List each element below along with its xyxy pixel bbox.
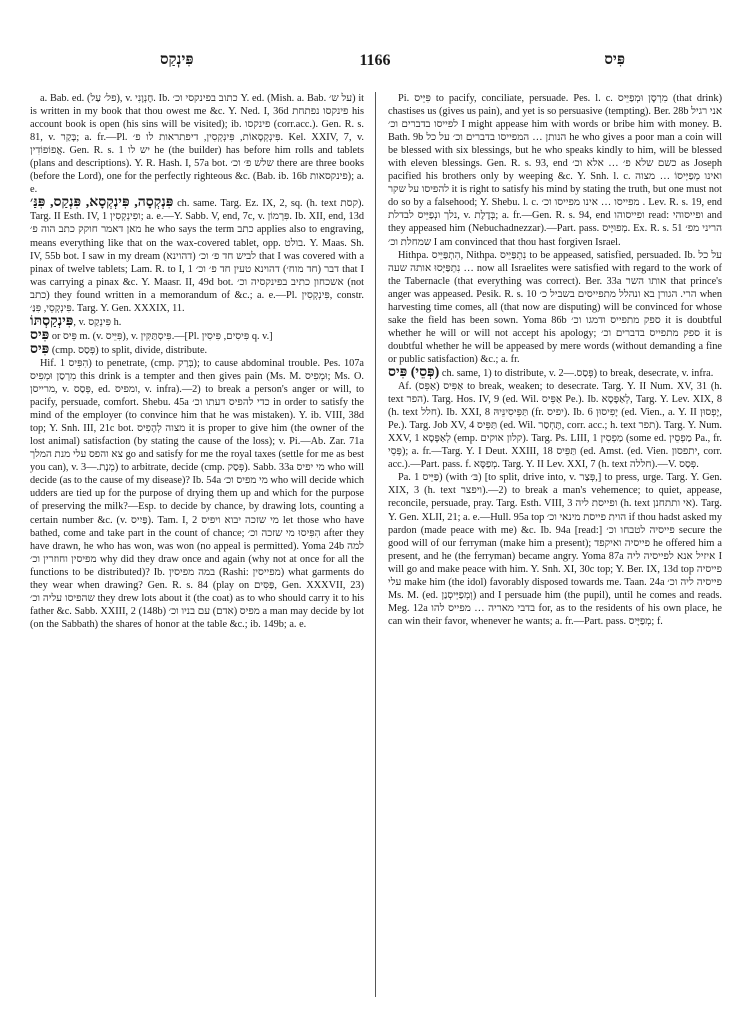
dictionary-entry bbox=[30, 329, 364, 343]
entry-text: , v. פִּינְקַס h. bbox=[73, 316, 122, 328]
headword: פִּיס bbox=[30, 341, 50, 357]
right-catchword: פִּיס bbox=[604, 52, 625, 68]
right-column bbox=[388, 92, 722, 628]
left-column bbox=[30, 92, 364, 631]
entry-paragraph: Pi. פִּיֵּיס to pacify, conciliate, persuade. Pes. l. c. מִרְסָן וּמְפַיֵּיס (that drink) chastises us (gives us pain), and yet is so persuasive (tempting). Ber. 28b אני רגיל לפייסו בדברים וכ׳ I might appease him with words or bribe him with money. B. Bath. 9b הנותן … המפייסו בדברים וכ׳ על כל he who gives a poor man a coin will be blessed with six blessings, but he who speaks kindly to him, will be blessed with eleven blessings. Gen. R. s. 93, end כשם שלא פ׳ … אלא וכ׳ as Joseph pacified his brothers only by weeping &c. Y. Snh. l. c. ואינו מְפַיְּיסוֹ … מצוה להפיסו על שקר it is right to satisfy his mind by stating the truth, but one must not do so by a falsehood; Y. Shebu. l. c. מפייסו … אינו מפייסו וכ׳ . Lev. R. s. 19, end נלך ונְפַיֵּיס לבדלת, v. בְּדֶלֶת; a. fr.—Gen. R. s. 94, end ופייסוהו read: ופייסוהי and they appeased him (Nebuchadnezzar).—Part. pass. מְפוּיָּיס. Ex. R. s. 51 הריני מפ׳ שמחלת וכ׳ I am convinced that thou hast forgiven Israel. bbox=[388, 93, 723, 248]
entry-text: (cmp. פְּסַס) to split, divide, distribute. bbox=[51, 344, 208, 356]
headword: פִּנְקְסָה, פִּינְקְסָא, פִּנְקַס, פִּנַּ׳ bbox=[30, 195, 174, 211]
entry-text: ch. same. Targ. Ez. IX, 2, sq. (h. text קסת). Targ. II Esth. IV, 1 ופִינְקְסִין; a. e.—Y. Sabb. V, end, 7c, v. פִּרְמוֹן. Ib. XII, end, 13d מאן דאמר חוקק כתב הוה פ׳ he who says the term כתב applies also to engraving, means everything like that on the wax-covered tablet, opp. בולט. Y. Maas. Sh. IV, 55b bot. I saw in my dream (דהוינא) לביש חד פ׳ וכ׳ that I was covered with a pinax of twelve tablets; Lam. R. to I, 1 דבר (חד מוח׳) דהוינא טעין חד פ׳ וכ׳ that I was carrying a pinax &c. Y. Maasr. II, 49d bot. אשכחון כתיב בפינקסיה וכ׳ (not כתב) they found written in a memorandum of &c.; a. e.—Pl. פִּינְקְסִין, constr. פִּינְקְסֵי, פִּנַּ׳. Targ. Y. Gen. XXXIX, 11. bbox=[30, 198, 365, 314]
column-divider bbox=[375, 92, 376, 997]
entry-paragraph: Af. אַפִּיס (אַפֵּס) to break, weaken; to desecrate. Targ. Y. II Num. XV, 31 (h. text הפר). Targ. Hos. IV, 9 (ed. Wil. אַפֵּיס Pe.). Ib. לְאַפָּסָא, Targ. Y. Lev. XIX, 8 (h. text חלל). Ib. XXI, 8 תַּפֵּיסִינֵּיהּ (fr. יפיס). Ib. 6 יָפִיסוּן (ed. Vien., a. Y. II יָפְסוּן, Pe.). Targ. Job XV, 4 תַּפֵּיס (ed. Wil. תֶּחְסַר, corr. acc.; h. text תפר). Targ. Y. Num. XXV, 1 לְאַפָּסָא (emp. קלון אוקים). Targ. Ps. LIII, 1 מַפְסִין (some ed. מַפְסֵין Pa., fr. פְּסֵי); a. fr.—Targ. Y. I Deut. XXIII, 18 תַּפֵּיס (ed. Amst. (ed. Vien. יתפסון, corr. acc.).—Part. pass. f. מְפַסָּא. Targ. Y. II Lev. XXI, 7 (h. text חללה).—V. פְּסַס. bbox=[388, 381, 723, 471]
headword: פִּיס bbox=[30, 327, 50, 343]
page-number: 1166 bbox=[359, 52, 391, 69]
entry-paragraph: Pa. פַּיֵּיס 1) (with בּ׳) [to split, drive into, v. פְּצַר,] to press, urge. Targ. Y. Gen. XIX, 3 (h. text ויפצר).—2) to break a man's vehemence; to quiet, appease, reconcile, persuade, pray. Targ. Esth. VIII, 3 ופייסת ליה (h. text אי ותתחנן). Targ. Y. Gen. XLII, 21; a. e.—Hull. 95a top הוית פייסת מינאי וכ׳ if thou hadst asked my pardon (made peace with me) &c. Ib. 94a [read:] פייסיה לטבחו וכ׳ secure the good will of our ferryman (make him a present); פייסיה ואיקפד he offered him a present, and he (the ferryman) became angry. Yoma 87a איזיל אנא לפייסיה ליה I will go and make peace with him. Y. Snh. XI, 30c top; Y. Ber. IX, 13d top פייסיה עלי make him (the idol) favorably disposed towards me. Taan. 24a פייסיה ליה וכ׳ Ms. M. (ed. וְמְפַיְּיסְנַן) and I persuade him (the pupil), until he comes and reads. Meg. 12a בדבי מאריה … מפייס להו for, as to the residents of his own place, he can win their favor, whenever he wants; a. fr.—Part. pass. מְפַיָּיס; f. bbox=[388, 472, 723, 627]
left-catchword: פִּינְקַס bbox=[160, 52, 194, 68]
dictionary-entry bbox=[30, 196, 364, 314]
page-header bbox=[30, 52, 720, 74]
headword: (פְּסֵי) פִּיס bbox=[388, 364, 440, 380]
entry-paragraph: Hif. הִפִּיס 1) to penetrate, (cmp. בְּרַק); to cause abdominal trouble. Pes. 107a מִרְסַן וּמְפִיס this drink is a tempter and then gives pain (Ms. M. וּמְפִיס; Ms. O. מרייסן, v. פְּסַס, ed. ומפיס, v. infra).—2) to break a person's anger or will, to pacify, persuade, comfort. Shebu. 45a כדי להפיס דעתו וכ׳ in order to satisfy the mind of the employer (to convince him that he was mistaken). Y. ib. VIII, 38d top; Y. Snh. III, 21c bot. מצוה לְהָפִיס it is proper to give him (the owner of the lost animal) satisfaction (by stating the cause of the loss); v. Pi.—Ab. Zar. 71a צא והפס עלי מנת המלך go and satisfy for me the royal taxes (settle for me as best you can), v. מְנָת.—3) to arbitrate, decide (cmp. פְּסַק). Sabb. 33a מי יפיס who will decide (as to the cause of my disease)? Ib. 54a מי מפיס וכ׳ who will decide which udders are tied up for the purpose of drying them up and which for the purpose of preserving the milk?—Esp. to decide by chance, by drawing lots, counting a certain number &c. (v. פַּיִיס). Tam. I, 2 מי שזכה יבוא ויפיס let those who have bathed, come and take part in the count of chance; הִפִּיסוּ מי שזכה וכ׳ after they have drawn, he who has won, was won (no appeal is permitted). Yoma 24b למה מפיסין וחוזרין וכ׳ why did they draw once and again (why not at once for all the functions to be distributed)? Ib. במה מפיסין (Rashi: מפייסין) what garments do they wear when drawing? Gen. R. s. 84 (play on פַּסִּים, Gen. XXXVII, 23) שהפיסו עליה וכ׳ they drew lots about it (the coat) as to who should carry it to his father &c. Sabb. XXIII, 2 (148b) מפיס (אדם) עם בניו וכ׳ a man may decide by lot (on the Sabbath) the shares of honor at the table &c.; ib. 149b; a. e. bbox=[30, 357, 365, 630]
entry-text: or פֵּיס m. (v. פִּיֵּיס), v. פִּיסְתַּקִּין.—[Pl. פִּיסִים, פִּיסִין q. v.] bbox=[51, 330, 273, 342]
headword: פִּינְקַסְתּוֹ bbox=[30, 313, 74, 329]
entry-text: ch. same, 1) to distribute, v. פְּסַס.—2) to break, desecrate, v. infra. bbox=[441, 367, 714, 379]
dictionary-entry bbox=[30, 343, 364, 357]
entry-paragraph: Hithpa. הִתְפַּיֵּיס, Nithpa. נִתְפַּיֵּיס to be appeased, satisfied, persuaded. Ib. על כל … נִתְפַּיְּסוּ אותה שעה now all Israelites were satisfied with regard to the work of the Tabernacle (that everything was correct). Ber. 33a אותו השר that prince's anger was appeased. Pesik. R. s. 10 הרי. הגורן בא ונהלל מתפייסים בשביל כ׳ when harvesting time comes, all (that now are disputing) will be convinced for whose sake the field has been sown. Yoma 86b ספק מתפייס ודמגו וכ׳ it is doubtful whether he will or will not accept his apology; ספק מתפייס בדברים וכ׳ it is doubtful whether he will be appeased by mere words (without demanding a fine or public satisfaction) &c.; a. fr. bbox=[388, 249, 723, 365]
dictionary-entry bbox=[388, 366, 722, 380]
entry-paragraph: a. Bab. ed. (פל׳ עַל), v. חֶנְוָנִי. Ib. כתוב בפינקסי וכ׳ Y. ed. (Mish. a. Bab. על ש׳) it is written in my book that thou owest me &c. Y. Ned. I, 36d פינקסו נפתחת his account book is open (his sins will be visited); ib. פינקסו (corr.acc.). Gen. R. s. 81, v. בָּקַר; a. fr.—Pl. פִּינְקְסָאוֹת, פִּינְקְסִין, דיפתראות לו פ׳. Kel. XXIV, 7, v. אֲפוֹפוֹדִין. Gen. R. s. 1 יש לו he (the builder) has before him rolls and tablets (plans and descriptions). Y. R. Hash. I, 57a bot. שלש פ׳ וכ׳ there are three books (before the Lord), one for the perfectly righteous &c. (Bab. ib. 16b פינקסאות); a. e. bbox=[30, 93, 365, 196]
dictionary-entry bbox=[30, 315, 364, 329]
